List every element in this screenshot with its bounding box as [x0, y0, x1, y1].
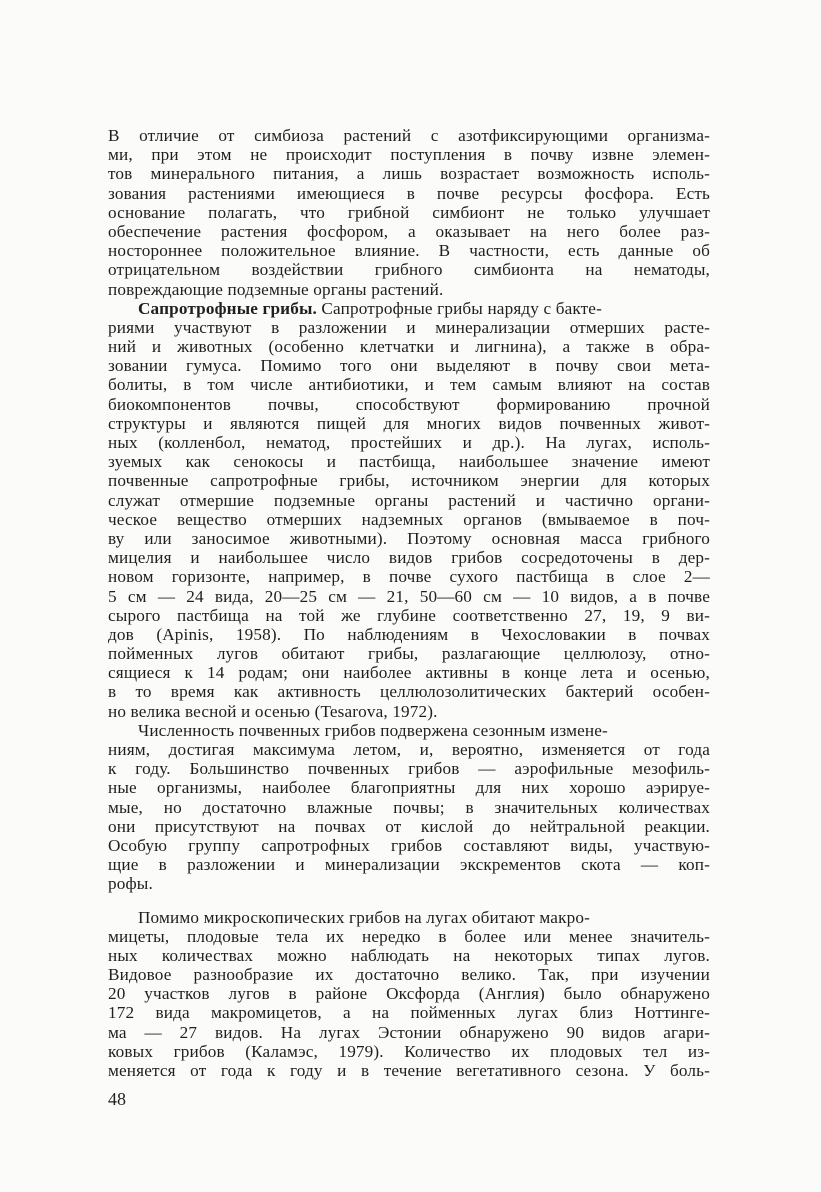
text-line: отрицательном воздействии грибного симбионта на нематоды,: [108, 260, 710, 280]
text-line: ные организмы, наиболее благоприятны для них хорошо аэрируе-: [108, 778, 710, 798]
text-line: почвенные сапротрофные грибы, источником энергии для которых: [108, 471, 710, 491]
text-line: щие в разложении и минерализации экскрементов скота — коп-: [108, 855, 710, 875]
text-line: обеспечение растения фосфором, а оказывает на него более раз-: [108, 221, 710, 241]
text-line: В отличие от симбиоза растений с азотфиксирующими организма-: [108, 126, 710, 145]
text-line: зования растениями имеющиеся в почве ресурсы фосфора. Есть: [108, 183, 710, 203]
paragraph-4: [108, 908, 710, 1081]
text-line: риями участвуют в разложении и минерализации отмерших расте-: [108, 317, 710, 337]
text-line: дов (Apinis, 1958). По наблюдениям в Чехословакии в почвах: [108, 624, 710, 644]
section-heading: Сапротрофные грибы.: [138, 298, 317, 318]
text-line: структуры и являются пищей для многих видов почвенных живот-: [108, 413, 710, 433]
text-line: ковых грибов (Каламэс, 1979). Количество их плодовых тел из-: [108, 1041, 710, 1061]
text-line: но велика весной и осенью (Tesarova, 1972).: [108, 701, 438, 721]
text-line: меняется от года к году и в течение вегетативного сезона. У боль-: [108, 1061, 710, 1080]
page-body: [108, 126, 710, 1080]
text-line: мицелия и наибольшее число видов грибов сосредоточены в дер-: [108, 548, 710, 568]
text-line: зовании гумуса. Помимо того они выделяют в почву свои мета-: [108, 356, 710, 376]
text-line: мицеты, плодовые тела их нередко в более или менее значитель-: [108, 926, 710, 946]
text-line: Видовое разнообразие их достаточно велико. Так, при изучении: [108, 965, 710, 985]
text-line: ний и животных (особенно клетчатки и лигнина), а также в обра-: [108, 337, 710, 357]
text-line: зуемых как сенокосы и пастбища, наибольшее значение имеют: [108, 452, 710, 472]
text-line: пойменных лугов обитают грибы, разлагающие целлюлозу, отно-: [108, 644, 710, 664]
paragraph-2: [108, 299, 710, 721]
text-line: новом горизонте, например, в почве сухого пастбища в слое 2—: [108, 567, 710, 587]
text-line: они присутствуют на почвах от кислой до нейтральной реакции.: [108, 816, 710, 836]
text-line: ческое вещество отмерших надземных органов (вмываемое в поч-: [108, 509, 710, 529]
paragraph-3: [108, 721, 710, 894]
text-line: Особую группу сапротрофных грибов составляют виды, участвую-: [108, 835, 710, 855]
text-line: [108, 299, 710, 318]
text-line: служат отмершие подземные органы растений и частично органи-: [108, 490, 710, 510]
text-line: основание полагать, что грибной симбионт не только улучшает: [108, 202, 710, 222]
text-line: болиты, в том числе антибиотики, и тем самым влияют на состав: [108, 375, 710, 395]
text-line: Помимо микроскопических грибов на лугах обитают макро-: [138, 907, 590, 927]
text-line: сящиеся к 14 родам; они наиболее активны в конце лета и осенью,: [108, 663, 710, 683]
text-line: 172 вида макромицетов, а на пойменных лугах близ Ноттинге-: [108, 1003, 710, 1023]
text-line: ных количествах можно наблюдать на некоторых типах лугов.: [108, 945, 710, 965]
text-line: биокомпонентов почвы, способствуют формированию прочной: [108, 394, 710, 414]
text-line: мые, но достаточно влажные почвы; в значительных количествах: [108, 797, 710, 817]
text-line: ву или заносимое животными). Поэтому основная масса грибного: [108, 528, 710, 548]
text-line: 20 участков лугов в районе Оксфорда (Англия) было обнаружено: [108, 984, 710, 1004]
text-line: ных (колленбол, нематод, простейших и др.). На лугах, исполь-: [108, 433, 710, 452]
text-fragment: Сапротрофные грибы наряду с бакте-: [316, 298, 602, 318]
text-line: тов минерального питания, а лишь возрастает возможность исполь-: [108, 164, 710, 184]
text-line: повреждающие подземные органы растений.: [108, 279, 444, 299]
text-line: ниям, достигая максимума летом, и, вероятно, изменяется от года: [108, 740, 710, 759]
text-line: 5 см — 24 вида, 20—25 см — 21, 50—60 см — 10 видов, а в почве: [108, 586, 710, 606]
text-line: рофы.: [108, 874, 153, 894]
paragraph-1: [108, 126, 710, 299]
paragraph-gap: [108, 894, 710, 908]
text-line: в то время как активность целлюлозолитических бактерий особен-: [108, 682, 710, 702]
text-line: ностороннее положительное влияние. В частности, есть данные об: [108, 241, 710, 261]
text-line: к году. Большинство почвенных грибов — аэрофильные мезофиль-: [108, 759, 710, 779]
text-line: ми, при этом не происходит поступления в почву извне элемен-: [108, 145, 710, 165]
page-number: 48: [108, 1089, 126, 1109]
text-line: ма — 27 видов. На лугах Эстонии обнаружено 90 видов агари-: [108, 1022, 710, 1042]
text-line: сырого пастбища на той же глубине соответственно 27, 19, 9 ви-: [108, 605, 710, 625]
text-line: Численность почвенных грибов подвержена сезонным измене-: [138, 720, 608, 740]
